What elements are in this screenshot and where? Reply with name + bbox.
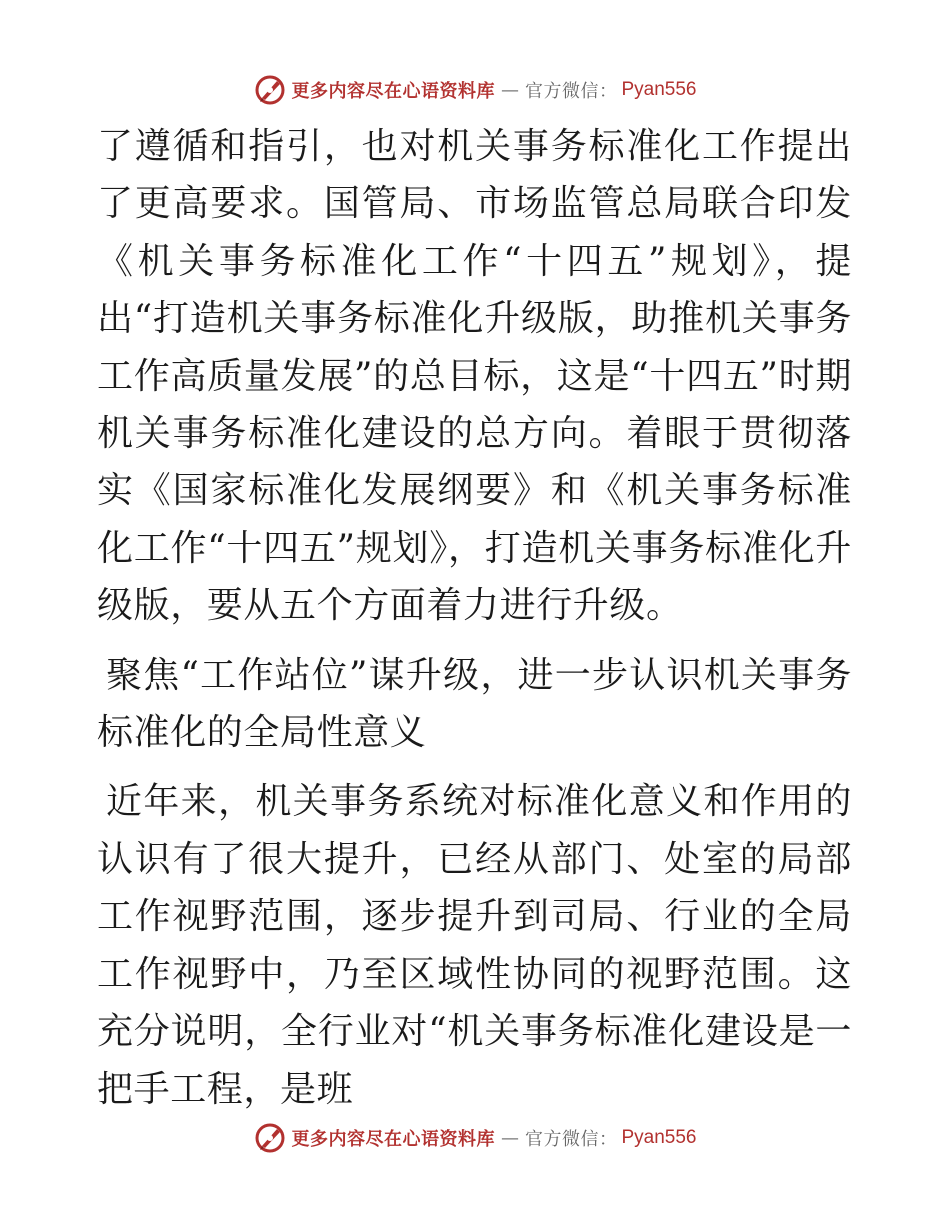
header-banner-separator: —: [500, 79, 519, 101]
footer-banner-wechat-label: 官方微信：: [524, 1129, 618, 1150]
quill-pen-logo-icon: [253, 1121, 287, 1155]
footer-banner-separator: —: [500, 1127, 519, 1149]
footer-banner-title: 更多内容尽在心语资料库: [291, 1129, 495, 1150]
footer-banner: [0, 1118, 950, 1158]
quill-pen-logo-icon: [253, 73, 287, 107]
header-banner-content: [253, 73, 696, 107]
footer-banner-wechat-id: Pyan556: [621, 1127, 697, 1148]
document-body: [97, 118, 852, 1118]
header-banner-wechat-label: 官方微信：: [524, 81, 618, 102]
section-heading: 聚焦“工作站位”谋升级，进一步认识机关事务标准化的全局性意义: [97, 654, 852, 754]
footer-banner-content: [253, 1121, 696, 1155]
paragraph-2: 近年来，机关事务系统对标准化意义和作用的认识有了很大提升，已经从部门、处室的局部工作视野范围，逐步提升到司局、行业的全局工作视野中，乃至区域性协同的视野范围。这充分说明，全行业对“机关事务标准化建设是一把手工程，是班: [97, 781, 852, 1110]
header-banner-wechat-id: Pyan556: [621, 79, 697, 100]
header-banner: [0, 70, 950, 110]
paragraph-1: 了遵循和指引，也对机关事务标准化工作提出了更高要求。国管局、市场监管总局联合印发《机关事务标准化工作“十四五”规划》，提出“打造机关事务标准化升级版，助推机关事务工作高质量发展”的总目标，这是“十四五”时期机关事务标准化建设的总方向。着眼于贯彻落实《国家标准化发展纲要》和《机关事务标准化工作“十四五”规划》，打造机关事务标准化升级版，要从五个方面着力进行升级。: [97, 126, 852, 627]
header-banner-title: 更多内容尽在心语资料库: [291, 81, 495, 102]
